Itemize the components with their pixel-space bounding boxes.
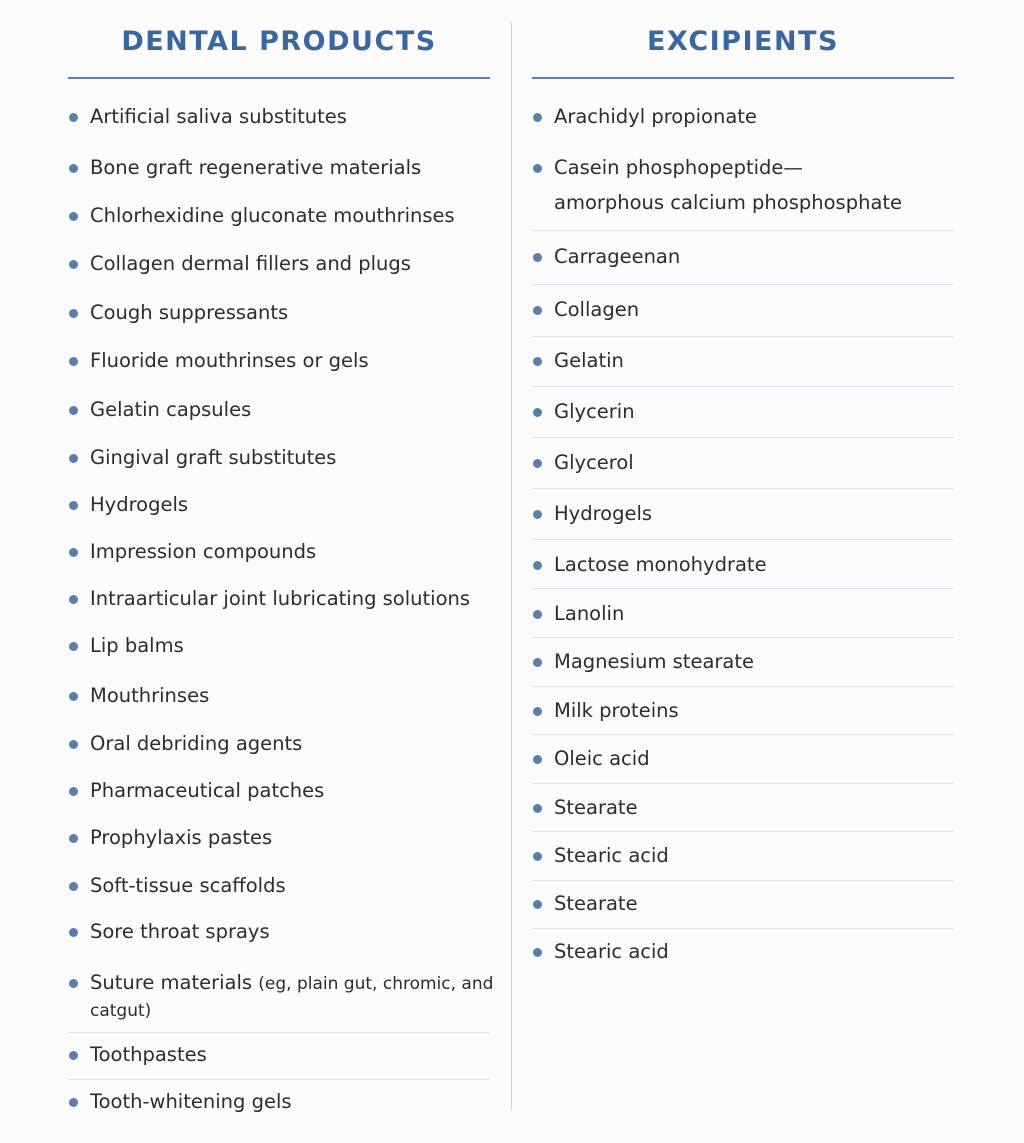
list-item-label: Prophylaxis pastes bbox=[90, 826, 273, 849]
list-item-label: Toothpastes bbox=[90, 1043, 207, 1066]
bullet-icon bbox=[533, 900, 542, 909]
list-item-label: Collagen dermal fillers and plugs bbox=[90, 252, 411, 275]
row-divider bbox=[532, 783, 954, 784]
row-divider bbox=[532, 488, 954, 489]
list-item-label: Gingival graft substitutes bbox=[90, 446, 337, 469]
dental-products-heading: DENTAL PRODUCTS bbox=[121, 26, 437, 57]
list-item-label: Tooth-whitening gels bbox=[90, 1090, 292, 1113]
list-item-label: Stearic acid bbox=[554, 844, 669, 867]
bullet-icon bbox=[69, 882, 78, 891]
list-item-label: Gelatin capsules bbox=[90, 398, 252, 421]
list-item-label: Pharmaceutical patches bbox=[90, 779, 325, 802]
list-item-label: Cough suppressants bbox=[90, 301, 289, 324]
bullet-icon bbox=[69, 260, 78, 269]
bullet-icon bbox=[533, 408, 542, 417]
row-divider bbox=[532, 831, 954, 832]
list-item-label: Arachidyl propionate bbox=[554, 105, 757, 128]
row-divider bbox=[532, 336, 954, 337]
bullet-icon bbox=[69, 692, 78, 701]
list-item-label: Oleic acid bbox=[554, 747, 650, 770]
row-divider bbox=[68, 1079, 490, 1080]
row-divider bbox=[532, 437, 954, 438]
list-item-label: Stearic acid bbox=[554, 940, 669, 963]
row-divider bbox=[532, 734, 954, 735]
list-item-label: Stearate bbox=[554, 892, 638, 915]
bullet-icon bbox=[533, 755, 542, 764]
bullet-icon bbox=[533, 707, 542, 716]
list-item-label: Intraarticular joint lubricating solutions bbox=[90, 587, 471, 610]
list-item-label: Sore throat sprays bbox=[90, 920, 270, 943]
row-divider bbox=[532, 230, 954, 231]
list-item-label-continued: amorphous calcium phosphosphate bbox=[554, 191, 903, 214]
list-item-label: Artificial saliva substitutes bbox=[90, 105, 347, 128]
list-item-label: Lip balms bbox=[90, 634, 184, 657]
list-item-label: Hydrogels bbox=[90, 493, 189, 516]
excipients-heading: EXCIPIENTS bbox=[647, 26, 839, 57]
bullet-icon bbox=[69, 501, 78, 510]
list-item-label: Oral debriding agents bbox=[90, 732, 303, 755]
bullet-icon bbox=[533, 253, 542, 262]
excipients-heading-rule bbox=[532, 77, 954, 79]
bullet-icon bbox=[533, 561, 542, 570]
bullet-icon bbox=[69, 164, 78, 173]
suture-label: Suture materials bbox=[90, 971, 253, 994]
bullet-icon bbox=[533, 804, 542, 813]
bullet-icon bbox=[69, 740, 78, 749]
list-item-label: Lanolin bbox=[554, 602, 625, 625]
bullet-icon bbox=[69, 309, 78, 318]
bullet-icon bbox=[533, 948, 542, 957]
bullet-icon bbox=[533, 610, 542, 619]
row-divider bbox=[532, 637, 954, 638]
list-item-label: Carrageenan bbox=[554, 245, 681, 268]
bullet-icon bbox=[69, 1051, 78, 1060]
list-item-label: Soft-tissue scaffolds bbox=[90, 874, 286, 897]
row-divider bbox=[68, 1032, 490, 1033]
bullet-icon bbox=[69, 642, 78, 651]
suture-detail-continued: catgut) bbox=[90, 1001, 152, 1021]
bullet-icon bbox=[69, 113, 78, 122]
list-item-label: Chlorhexidine gluconate mouthrinses bbox=[90, 204, 455, 227]
bullet-icon bbox=[69, 1098, 78, 1107]
bullet-icon bbox=[533, 852, 542, 861]
list-item-label: Glycerol bbox=[554, 451, 634, 474]
row-divider bbox=[532, 880, 954, 881]
bullet-icon bbox=[533, 658, 542, 667]
row-divider bbox=[532, 284, 954, 285]
bullet-icon bbox=[69, 595, 78, 604]
list-item-label: Stearate bbox=[554, 796, 638, 819]
list-item-label: Gelatin bbox=[554, 349, 624, 372]
bullet-icon bbox=[533, 510, 542, 519]
bullet-icon bbox=[533, 113, 542, 122]
bullet-icon bbox=[69, 979, 78, 988]
row-divider bbox=[532, 588, 954, 589]
bullet-icon bbox=[69, 406, 78, 415]
list-item-label: Mouthrinses bbox=[90, 684, 210, 707]
bullet-icon bbox=[533, 306, 542, 315]
list-item-label: Milk proteins bbox=[554, 699, 679, 722]
list-item-label: Lactose monohydrate bbox=[554, 553, 767, 576]
column-divider bbox=[511, 22, 512, 1110]
bullet-icon bbox=[69, 834, 78, 843]
bullet-icon bbox=[69, 787, 78, 796]
list-item-label: Collagen bbox=[554, 298, 640, 321]
list-item-label: Impression compounds bbox=[90, 540, 317, 563]
list-item-label: Casein phosphopeptide— bbox=[554, 156, 803, 179]
list-item-label: Magnesium stearate bbox=[554, 650, 754, 673]
suture-detail: (eg, plain gut, chromic, and bbox=[258, 974, 494, 994]
row-divider bbox=[532, 928, 954, 929]
bullet-icon bbox=[533, 459, 542, 468]
bullet-icon bbox=[69, 454, 78, 463]
dental-products-heading-rule bbox=[68, 77, 490, 79]
list-item-label: Fluoride mouthrinses or gels bbox=[90, 349, 369, 372]
bullet-icon bbox=[69, 548, 78, 557]
list-item-label: Bone graft regenerative materials bbox=[90, 156, 422, 179]
bullet-icon bbox=[69, 928, 78, 937]
row-divider bbox=[532, 686, 954, 687]
bullet-icon bbox=[533, 357, 542, 366]
list-item-label: Glycerin bbox=[554, 400, 635, 423]
bullet-icon bbox=[69, 212, 78, 221]
list-item-label: Hydrogels bbox=[554, 502, 653, 525]
row-divider bbox=[532, 539, 954, 540]
row-divider bbox=[532, 386, 954, 387]
bullet-icon bbox=[533, 164, 542, 173]
bullet-icon bbox=[69, 357, 78, 366]
